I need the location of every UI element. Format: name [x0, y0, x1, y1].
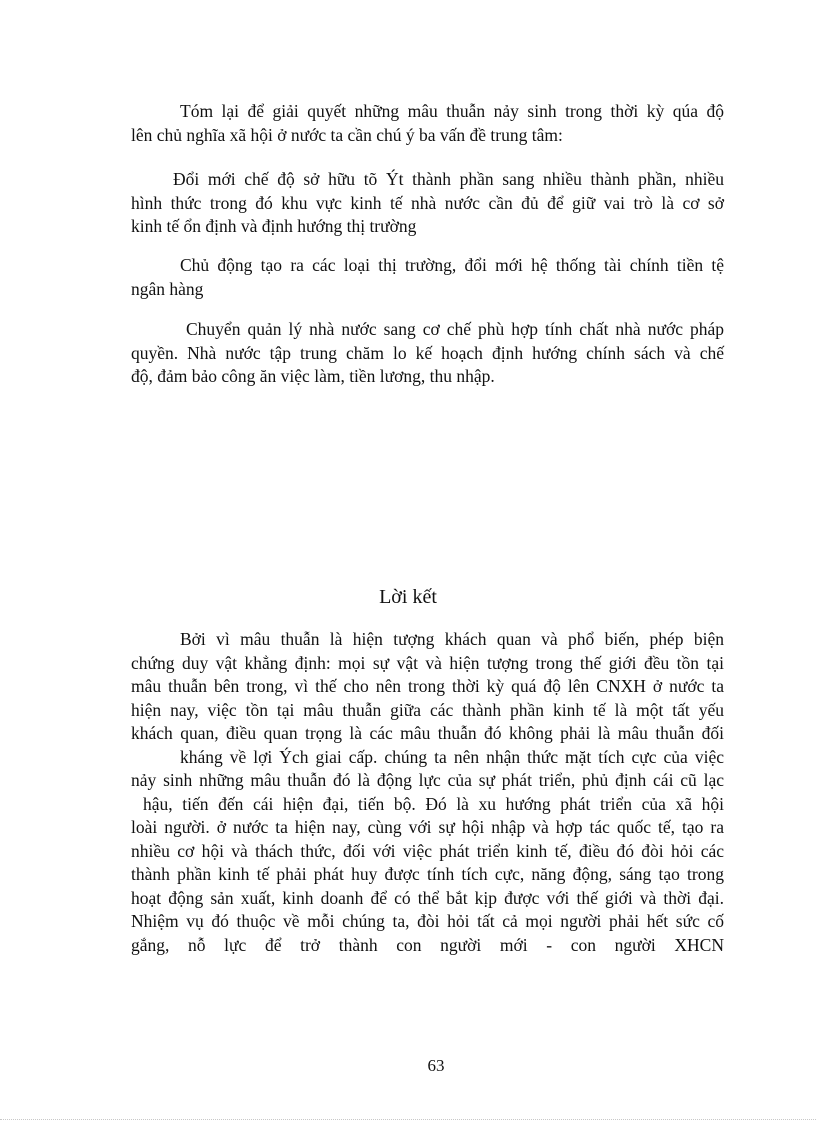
page-number: 63 — [427, 1056, 445, 1075]
text-line: thành phần kinh tế phải phát huy được tính tích cực, năng động, sáng tạo trong — [131, 864, 724, 884]
text-line: kinh tế ổn định và định hướng thị trường — [131, 216, 417, 236]
text-line: chứng duy vật khẳng định: mọi sự vật và hiện tượng trong thế giới đều tồn tại — [131, 652, 724, 673]
text-line: ngân hàng — [131, 278, 204, 299]
text-line: khách quan, điều quan trọng là các mâu thuẫn đó không phải là mâu thuẫn đối — [131, 723, 724, 743]
text-line: quyền. Nhà nước tập trung chăm lo kế hoạch định hướng chính sách và chế — [131, 342, 724, 363]
text-line: hoạt động sản xuất, kinh doanh để có thể bắt kịp được với thế giới và thời đại. — [131, 887, 724, 908]
text-line: hình thức trong đó khu vực kinh tế nhà nước cần đủ để giữ vai trò là cơ sở — [131, 192, 724, 213]
text-line: nhiều cơ hội và thách thức, đối với việc phát triển kinh tế, điều đó đòi hỏi các — [131, 840, 724, 861]
paragraph-market-finance — [131, 254, 724, 301]
section-heading: Lời kết — [379, 586, 437, 608]
text-line: gắng, nỗ lực để trở thành con người mới - con người XHCN — [131, 934, 724, 955]
text-line: mâu thuẫn bên trong, vì thế cho nên trong thời kỳ quá độ lên CNXH ở nước ta — [131, 676, 724, 696]
text-line: lên chủ nghĩa xã hội ở nước ta cần chú ý ba vấn đề trung tâm: — [131, 124, 563, 145]
paragraph-conclusion — [131, 628, 724, 957]
text-line: Chuyển quản lý nhà nước sang cơ chế phù hợp tính chất nhà nước pháp — [186, 319, 724, 339]
text-line: hậu, tiến đến cái hiện đại, tiến bộ. Đó là xu hướng phát triển của xã hội — [143, 793, 724, 814]
text-line: Bởi vì mâu thuẫn là hiện tượng khách quan và phổ biến, phép biện — [180, 629, 724, 649]
paragraph-summary-intro — [131, 100, 724, 147]
text-line: loài người. ở nước ta hiện nay, cùng với sự hội nhập và hợp tác quốc tế, tạo ra — [131, 817, 724, 837]
text-line: kháng về lợi Ých giai cấp. chúng ta nên nhận thức mặt tích cực của việc — [180, 746, 724, 767]
text-line: Chủ động tạo ra các loại thị trường, đổi mới hệ thống tài chính tiền tệ — [180, 255, 724, 275]
text-line: Đổi mới chế độ sở hữu tõ Ýt thành phần sang nhiều thành phần, nhiều — [173, 169, 724, 189]
page-bottom-rule — [0, 1119, 816, 1120]
text-line: nảy sinh những mâu thuẫn đó là động lực của sự phát triển, phủ định cái cũ lạc — [131, 770, 724, 790]
text-line: hiện nay, việc tồn tại mâu thuẫn giữa các thành phần kinh tế là một tất yếu — [131, 699, 724, 720]
text-line: Tóm lại để giải quyết những mâu thuẫn nảy sinh trong thời kỳ qúa độ — [180, 101, 724, 121]
text-line: độ, đảm bảo công ăn việc làm, tiền lương, thu nhập. — [131, 366, 495, 386]
paragraph-state-management — [131, 318, 724, 389]
text-line: Nhiệm vụ đó thuộc về mỗi chúng ta, đòi hỏi tất cả mọi người phải hết sức cố — [131, 911, 724, 931]
paragraph-ownership-reform — [131, 168, 724, 239]
